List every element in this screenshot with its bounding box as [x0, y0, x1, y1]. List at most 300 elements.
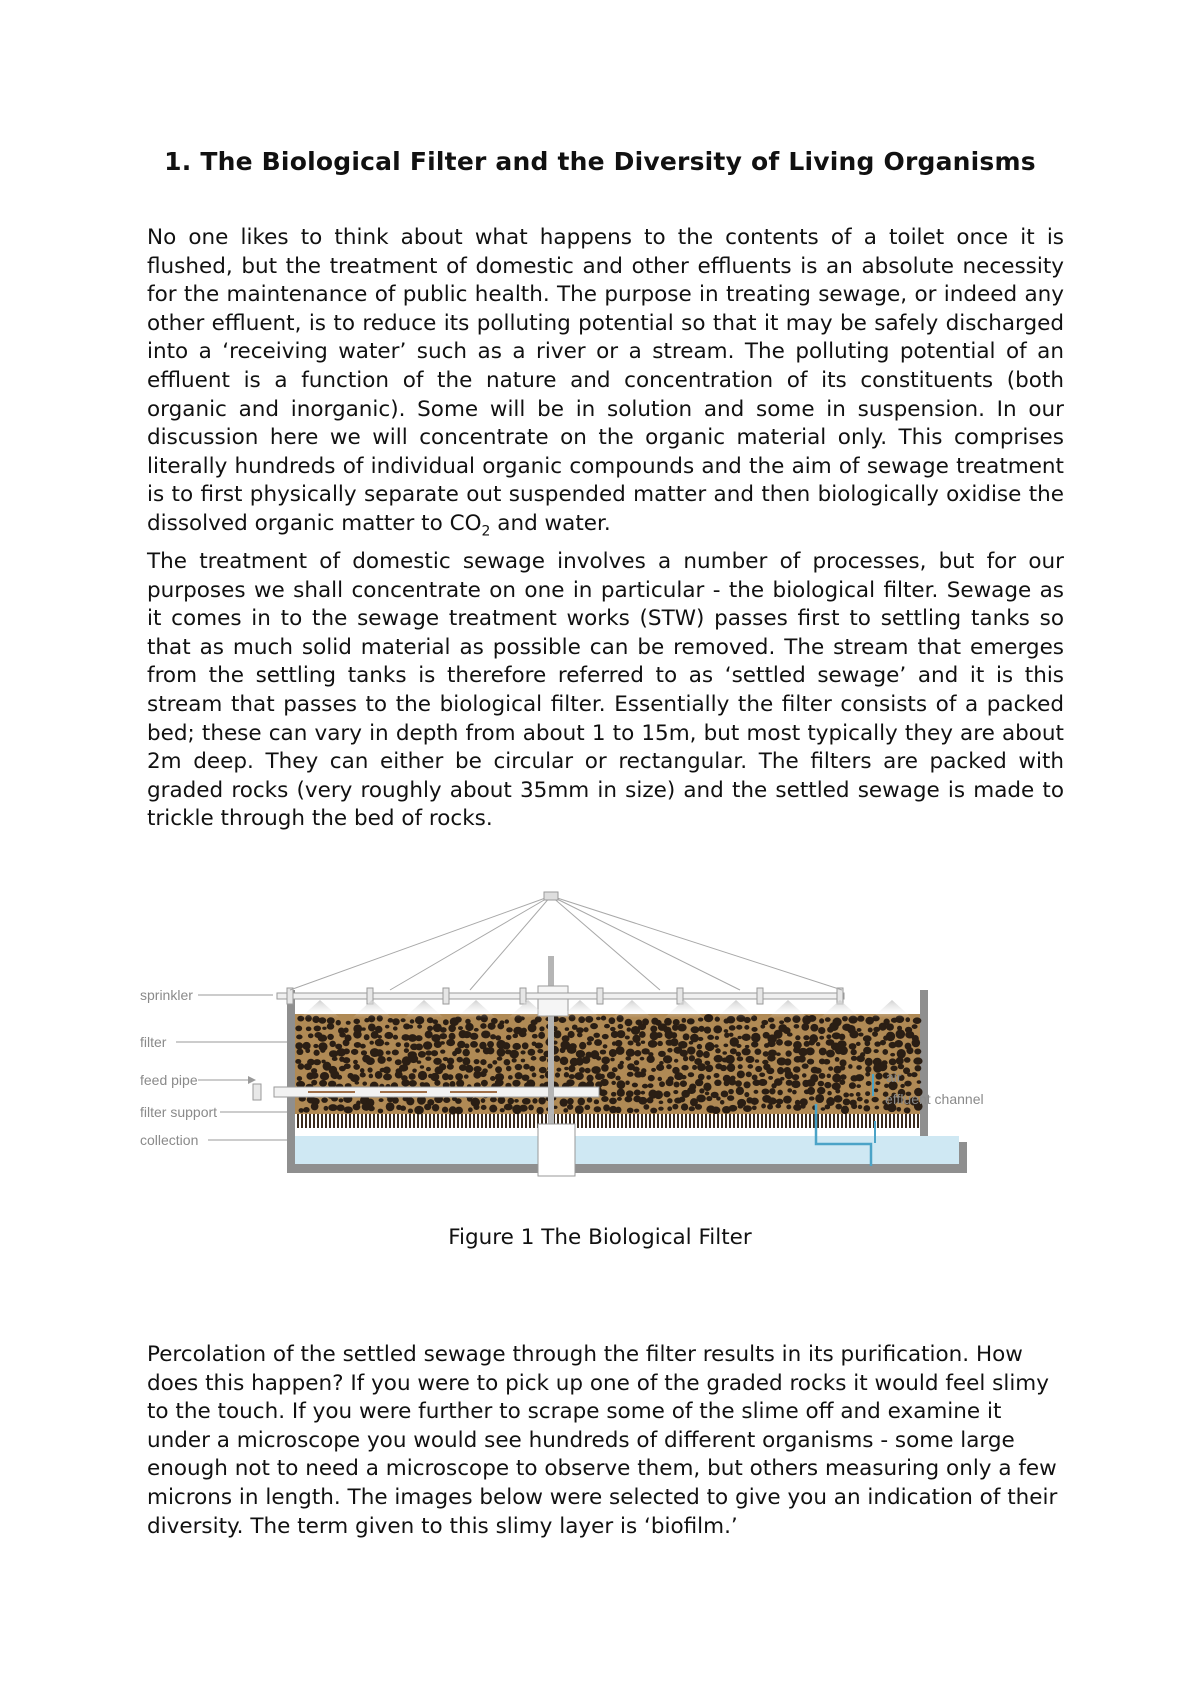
rock — [473, 1104, 479, 1110]
rock — [313, 1050, 319, 1056]
rock — [704, 1014, 713, 1022]
central-base — [538, 1124, 575, 1176]
rock — [689, 1055, 695, 1061]
support-slat — [889, 1114, 891, 1128]
rock — [455, 1098, 462, 1104]
support-slat — [801, 1114, 803, 1128]
rock — [587, 1041, 592, 1045]
rock — [766, 1067, 774, 1074]
rock — [532, 1034, 538, 1039]
support-slat — [437, 1114, 439, 1128]
rock — [632, 1083, 638, 1088]
support-slat — [501, 1114, 503, 1128]
rock — [584, 1105, 590, 1110]
rock — [296, 1049, 303, 1055]
rock — [627, 1108, 634, 1114]
rock — [744, 1025, 749, 1030]
rock — [648, 1083, 654, 1088]
rock — [703, 1051, 710, 1058]
support-slat — [405, 1114, 407, 1128]
rock — [843, 1092, 849, 1097]
rock — [711, 1106, 720, 1114]
rock — [350, 1074, 359, 1082]
support-slat — [325, 1114, 327, 1128]
support-slat — [305, 1114, 307, 1128]
rock — [728, 1089, 734, 1094]
rock — [540, 1075, 545, 1079]
rock — [913, 1017, 922, 1024]
rock — [375, 1049, 383, 1057]
rock — [563, 1108, 568, 1113]
rock — [723, 1043, 728, 1047]
rock — [295, 1026, 302, 1032]
rock — [819, 1048, 827, 1056]
rock — [555, 1072, 560, 1077]
rock — [600, 1074, 605, 1079]
support-slat — [701, 1114, 703, 1128]
rock — [754, 1090, 759, 1094]
rock — [803, 1035, 809, 1040]
support-slat — [321, 1114, 323, 1128]
rock — [687, 1087, 696, 1094]
rock — [640, 1057, 645, 1061]
rock — [353, 1060, 358, 1065]
rock — [763, 1051, 769, 1057]
rock — [377, 1035, 382, 1039]
rock — [610, 1058, 614, 1062]
rock — [737, 1070, 745, 1078]
rock — [855, 1074, 864, 1081]
support-slat — [433, 1114, 435, 1128]
rock — [506, 1027, 513, 1032]
rock — [839, 1034, 846, 1041]
rock — [727, 1095, 734, 1101]
support-slat — [445, 1114, 447, 1128]
rock — [355, 1081, 360, 1085]
rock — [509, 1050, 519, 1059]
rock — [368, 1106, 375, 1112]
rock — [594, 1039, 602, 1046]
support-slat — [901, 1114, 903, 1128]
rock — [567, 1104, 573, 1110]
rock — [392, 1018, 400, 1025]
support-slat — [885, 1114, 887, 1128]
rock — [738, 1064, 743, 1069]
rock — [442, 1107, 448, 1113]
rock — [912, 1038, 921, 1047]
rock — [506, 1035, 512, 1040]
rock — [742, 1034, 751, 1041]
rock — [602, 1034, 609, 1040]
rock — [596, 1056, 601, 1061]
rock — [724, 1029, 729, 1033]
rock — [783, 1096, 792, 1104]
spray-cone — [612, 1000, 652, 1018]
rock — [305, 1048, 310, 1053]
rock — [599, 1089, 608, 1096]
rock — [455, 1107, 463, 1115]
rock — [400, 1106, 406, 1111]
rock — [666, 1079, 674, 1087]
rock — [835, 1089, 840, 1094]
rock — [408, 1025, 413, 1029]
rock — [590, 1023, 598, 1029]
rock — [353, 1103, 361, 1110]
rock — [343, 1039, 350, 1046]
rock — [755, 1066, 762, 1072]
rock — [560, 1047, 566, 1053]
paragraph-biofilm: Percolation of the settled sewage through the filter results in its purification. How does this happen? If you were to pick up one of the graded rocks it would feel slimy to the touch. If you were further to scrape some of the slime off and examine it under a microscope you would see hundreds of different organisms - some large enough not to need a microscope to observe them, but others measuring only a few microns in length. The images below were selected to give you an indication of their diversity. The term given to this slimy layer is ‘biofilm.’ — [147, 1342, 1058, 1539]
rock — [912, 1024, 918, 1029]
support-slat — [797, 1114, 799, 1128]
rock — [768, 1076, 773, 1080]
rock — [295, 1042, 303, 1049]
rock — [818, 1027, 825, 1034]
rock — [423, 1041, 432, 1050]
support-slat — [793, 1114, 795, 1128]
rock — [648, 1040, 657, 1048]
rock — [736, 1052, 741, 1057]
rock — [505, 1019, 510, 1023]
rock — [687, 1046, 695, 1054]
rock — [409, 1073, 416, 1080]
rock — [327, 1034, 334, 1040]
rock — [791, 1080, 800, 1088]
support-slat — [853, 1114, 855, 1128]
rock — [650, 1108, 657, 1114]
rock — [681, 1075, 687, 1079]
support-slat — [317, 1114, 319, 1128]
rock — [625, 1035, 630, 1039]
rock — [604, 1024, 610, 1028]
rock — [706, 1075, 711, 1080]
rock — [737, 1036, 741, 1039]
rock — [512, 1034, 518, 1039]
rock — [704, 1026, 711, 1033]
label-feed-pipe: feed pipe — [140, 1072, 198, 1088]
rock — [576, 1027, 584, 1033]
rock — [890, 1053, 895, 1057]
support-slat — [457, 1114, 459, 1128]
rock — [415, 1043, 423, 1050]
rock — [612, 1067, 618, 1072]
rock — [826, 1034, 831, 1039]
rock — [617, 1097, 622, 1101]
rock — [841, 1106, 849, 1114]
rock — [759, 1072, 765, 1077]
support-slat — [389, 1114, 391, 1128]
rock — [628, 1040, 634, 1045]
support-slat — [805, 1114, 807, 1128]
rock — [872, 1097, 879, 1102]
rock — [395, 1059, 402, 1065]
biological-filter-diagram — [140, 846, 1080, 1186]
rock — [302, 1042, 310, 1050]
rock — [426, 1067, 431, 1071]
rock — [615, 1040, 622, 1047]
rock — [470, 1041, 478, 1048]
support-slat — [421, 1114, 423, 1128]
support-slat — [761, 1114, 763, 1128]
rock — [536, 1107, 543, 1114]
rock — [735, 1080, 742, 1087]
support-slat — [613, 1114, 615, 1128]
rock — [321, 1097, 328, 1102]
rock — [806, 1047, 815, 1055]
rock — [904, 1081, 911, 1087]
rock — [752, 1105, 757, 1110]
rock — [495, 1066, 502, 1073]
rock — [691, 1026, 700, 1033]
rock — [500, 1108, 505, 1112]
support-slat — [397, 1114, 399, 1128]
rock — [848, 1064, 852, 1069]
rock — [737, 1056, 744, 1061]
rock — [767, 1055, 775, 1062]
rock — [615, 1076, 620, 1081]
rock — [392, 1049, 399, 1055]
rock — [911, 1072, 917, 1077]
rock — [688, 1072, 694, 1077]
rock — [296, 1035, 302, 1040]
rock — [758, 1079, 767, 1086]
rock — [601, 1064, 609, 1072]
rock — [607, 1072, 616, 1079]
rock — [627, 1027, 632, 1031]
rock — [792, 1090, 797, 1095]
rock — [481, 1031, 490, 1039]
rock — [875, 1106, 880, 1110]
rock — [671, 1032, 677, 1038]
rock — [417, 1060, 422, 1064]
support-slat — [769, 1114, 771, 1128]
feed-pipe-label-arrow — [248, 1076, 256, 1084]
rock — [455, 1047, 462, 1054]
rock — [556, 1068, 561, 1072]
rock — [857, 1028, 862, 1032]
support-slat — [629, 1114, 631, 1128]
rock — [584, 1027, 589, 1032]
support-slat — [593, 1114, 595, 1128]
support-slat — [485, 1114, 487, 1128]
rock — [456, 1079, 464, 1087]
rock — [819, 1073, 826, 1079]
support-slat — [669, 1114, 671, 1128]
support-slat — [917, 1114, 919, 1128]
rock — [674, 1082, 680, 1088]
rock — [647, 1097, 654, 1103]
co2-subscript: 2 — [481, 523, 491, 540]
support-slat — [817, 1114, 819, 1128]
rock — [412, 1069, 417, 1073]
rock — [611, 1092, 616, 1097]
support-slat — [429, 1114, 431, 1128]
rock — [408, 1109, 413, 1114]
rock — [474, 1028, 479, 1032]
support-slat — [877, 1114, 879, 1128]
rock — [915, 1065, 922, 1071]
support-slat — [833, 1114, 835, 1128]
filter-support — [297, 1114, 919, 1128]
rock — [339, 1098, 344, 1102]
rock — [409, 1080, 417, 1087]
rock — [779, 1020, 784, 1024]
support-slat — [617, 1114, 619, 1128]
rock — [760, 1024, 765, 1028]
rock — [480, 1071, 487, 1077]
rock — [864, 1040, 870, 1046]
rock — [913, 1057, 922, 1064]
support-slat — [753, 1114, 755, 1128]
support-slat — [373, 1114, 375, 1128]
rock — [689, 1106, 695, 1111]
support-slat — [533, 1114, 535, 1128]
rock — [414, 1106, 424, 1115]
support-slat — [357, 1114, 359, 1128]
rock — [591, 1066, 601, 1074]
rock — [785, 1071, 793, 1079]
rock — [449, 1033, 456, 1040]
rock — [658, 1077, 663, 1081]
rock — [462, 1049, 469, 1056]
support-slat — [585, 1114, 587, 1128]
rock — [579, 1067, 585, 1073]
rock — [767, 1097, 776, 1104]
rock — [443, 1097, 450, 1103]
rock — [666, 1064, 672, 1069]
support-slat — [813, 1114, 815, 1128]
rock — [458, 1026, 463, 1030]
spray-cone — [352, 1000, 392, 1018]
rock — [489, 1105, 497, 1113]
rock — [725, 1055, 735, 1064]
support-slat — [713, 1114, 715, 1128]
support-slat — [493, 1114, 495, 1128]
rock — [512, 1080, 520, 1087]
distributor-hub — [538, 986, 568, 1016]
rock — [497, 1023, 504, 1030]
support-slat — [337, 1114, 339, 1128]
rock — [729, 1025, 736, 1030]
support-slat — [381, 1114, 383, 1128]
support-slat — [477, 1114, 479, 1128]
rock — [815, 1094, 824, 1103]
rock — [743, 1105, 752, 1112]
support-slat — [837, 1114, 839, 1128]
rock — [663, 1055, 672, 1063]
rock — [575, 1105, 584, 1114]
rock — [785, 1050, 791, 1056]
support-slat — [385, 1114, 387, 1128]
rock — [670, 1038, 678, 1046]
rock — [361, 1050, 367, 1055]
rock — [529, 1066, 535, 1072]
rock — [774, 1078, 783, 1086]
spray-cone — [820, 1000, 860, 1018]
rock — [827, 1074, 831, 1078]
rock — [383, 1073, 392, 1080]
support-slat — [581, 1114, 583, 1128]
rock — [320, 1072, 329, 1080]
rock — [587, 1036, 594, 1041]
rock — [750, 1098, 758, 1105]
rock — [687, 1018, 695, 1024]
rock — [742, 1048, 751, 1055]
rock — [553, 1055, 560, 1061]
rock — [872, 1031, 878, 1037]
rock — [857, 1015, 864, 1021]
support-slat — [717, 1114, 719, 1128]
rock — [667, 1098, 672, 1103]
rock — [897, 1049, 906, 1059]
rock — [751, 1027, 757, 1032]
rock — [539, 1056, 546, 1062]
rock — [659, 1101, 664, 1105]
rock — [577, 1033, 583, 1038]
rock — [875, 1081, 880, 1085]
rock — [474, 1059, 480, 1064]
rock — [295, 1059, 301, 1064]
support-slat — [825, 1114, 827, 1128]
rock — [611, 1081, 616, 1085]
rock — [802, 1063, 809, 1068]
rock — [625, 1081, 629, 1086]
support-slat — [469, 1114, 471, 1128]
rock — [767, 1040, 775, 1047]
rock — [447, 1074, 453, 1080]
support-slat — [649, 1114, 651, 1128]
rock — [840, 1065, 846, 1070]
rock — [819, 1036, 824, 1040]
rock — [344, 1063, 351, 1069]
rock — [320, 1048, 325, 1052]
feed-pipe-inlet — [253, 1084, 261, 1100]
rock — [627, 1072, 634, 1077]
support-slat — [361, 1114, 363, 1128]
rock — [674, 1059, 678, 1063]
rock — [917, 1080, 922, 1084]
rock — [863, 1105, 870, 1111]
rock — [879, 1023, 887, 1031]
support-slat — [301, 1114, 303, 1128]
support-slat — [505, 1114, 507, 1128]
rock — [502, 1042, 511, 1049]
rock — [539, 1026, 544, 1031]
label-sprinkler: sprinkler — [140, 987, 193, 1003]
rock — [896, 1107, 901, 1112]
rock — [603, 1104, 610, 1111]
rock — [587, 1097, 593, 1102]
support-slat — [869, 1114, 871, 1128]
rock — [839, 1080, 845, 1085]
rock — [698, 1037, 704, 1041]
support-slat — [777, 1114, 779, 1128]
rock — [889, 1058, 897, 1065]
rock — [821, 1107, 826, 1111]
rock — [427, 1026, 433, 1031]
support-slat — [689, 1114, 691, 1128]
rock — [699, 1088, 704, 1093]
rock — [512, 1043, 521, 1050]
rock — [487, 1047, 495, 1054]
sprinkler-nozzle — [677, 988, 683, 1004]
rock — [729, 1033, 734, 1037]
support-slat — [861, 1114, 863, 1128]
rock — [560, 1057, 569, 1065]
rock — [318, 1034, 327, 1041]
support-slat — [417, 1114, 419, 1128]
rock — [343, 1057, 351, 1063]
